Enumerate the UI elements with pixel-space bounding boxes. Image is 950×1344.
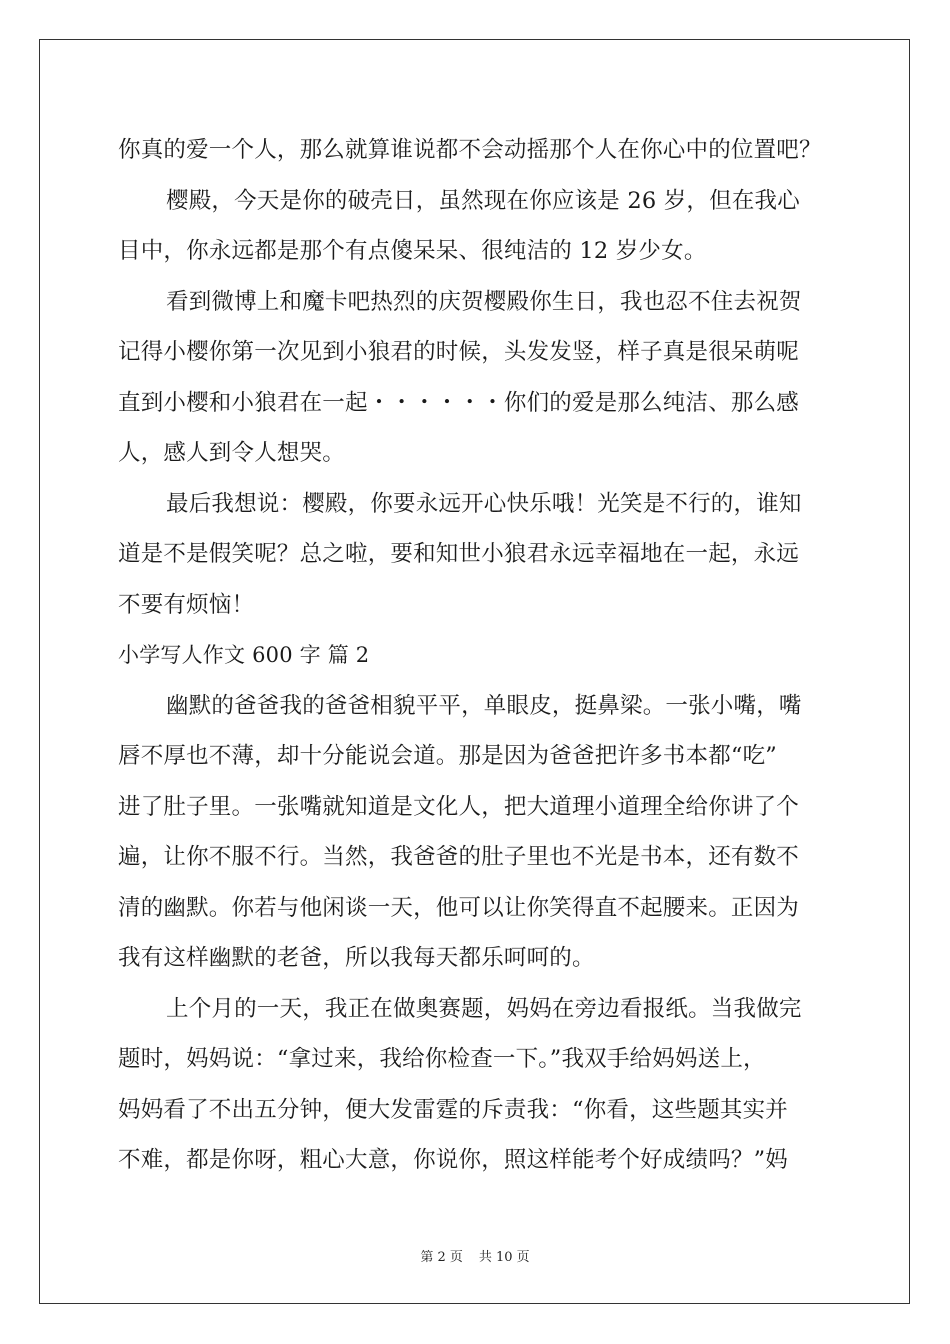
text-line: 道是不是假笑呢？总之啦，要和知世小狼君永远幸福地在一起，永远 — [118, 541, 800, 567]
text-line: 唇不厚也不薄，却十分能说会道。那是因为爸爸把许多书本都“吃” — [118, 743, 778, 769]
text-line: 樱殿，今天是你的破壳日，虽然现在你应该是 26 岁，但在我心 — [166, 187, 800, 214]
page-number: 第 2 页 — [420, 1250, 463, 1265]
document-body — [118, 125, 838, 1186]
text-line: 遍，让你不服不行。当然，我爸爸的肚子里也不光是书本，还有数不 — [118, 844, 800, 870]
text-line: 妈妈看了不出五分钟，便大发雷霆的斥责我：“你看，这些题其实并 — [118, 1096, 789, 1123]
text-line: 清的幽默。你若与他闲谈一天，他可以让你笑得直不起腰来。正因为 — [118, 894, 800, 921]
text-line: 上个月的一天，我正在做奥赛题，妈妈在旁边看报纸。当我做完 — [166, 995, 802, 1022]
text-line: 最后我想说：樱殿，你要永远开心快乐哦！光笑是不行的，谁知 — [166, 490, 802, 517]
text-line: 题时，妈妈说：“拿过来，我给你检查一下。”我双手给妈妈送上， — [118, 1046, 766, 1072]
text-line: 不难，都是你呀，粗心大意，你说你，照这样能考个好成绩吗？”妈 — [118, 1147, 789, 1173]
text-line: 直到小樱和小狼君在一起・・・・・・你们的爱是那么纯洁、那么感 — [118, 389, 800, 416]
text-line: 进了肚子里。一张嘴就知道是文化人，把大道理小道理全给你讲了个 — [118, 793, 800, 820]
page-footer — [0, 1246, 950, 1265]
text-line: 我有这样幽默的老爸，所以我每天都乐呵呵的。 — [118, 945, 595, 971]
page-total: 共 10 页 — [478, 1250, 530, 1265]
text-line: 幽默的爸爸我的爸爸相貌平平，单眼皮，挺鼻梁。一张小嘴，嘴 — [166, 692, 802, 719]
text-line: 记得小樱你第一次见到小狼君的时候，头发发竖，样子真是很呆萌呢 — [118, 339, 800, 365]
text-line: 不要有烦恼！ — [118, 591, 255, 618]
text-line: 你真的爱一个人，那么就算谁说都不会动摇那个人在你心中的位置吧？ — [118, 137, 822, 163]
section-heading: 小学写人作文 600 字 篇 2 — [118, 643, 370, 667]
text-line: 目中，你永远都是那个有点傻呆呆、很纯洁的 12 岁少女。 — [118, 238, 707, 264]
text-line: 看到微博上和魔卡吧热烈的庆贺樱殿你生日，我也忍不住去祝贺 — [166, 288, 802, 315]
text-line: 人，感人到令人想哭。 — [118, 440, 346, 466]
